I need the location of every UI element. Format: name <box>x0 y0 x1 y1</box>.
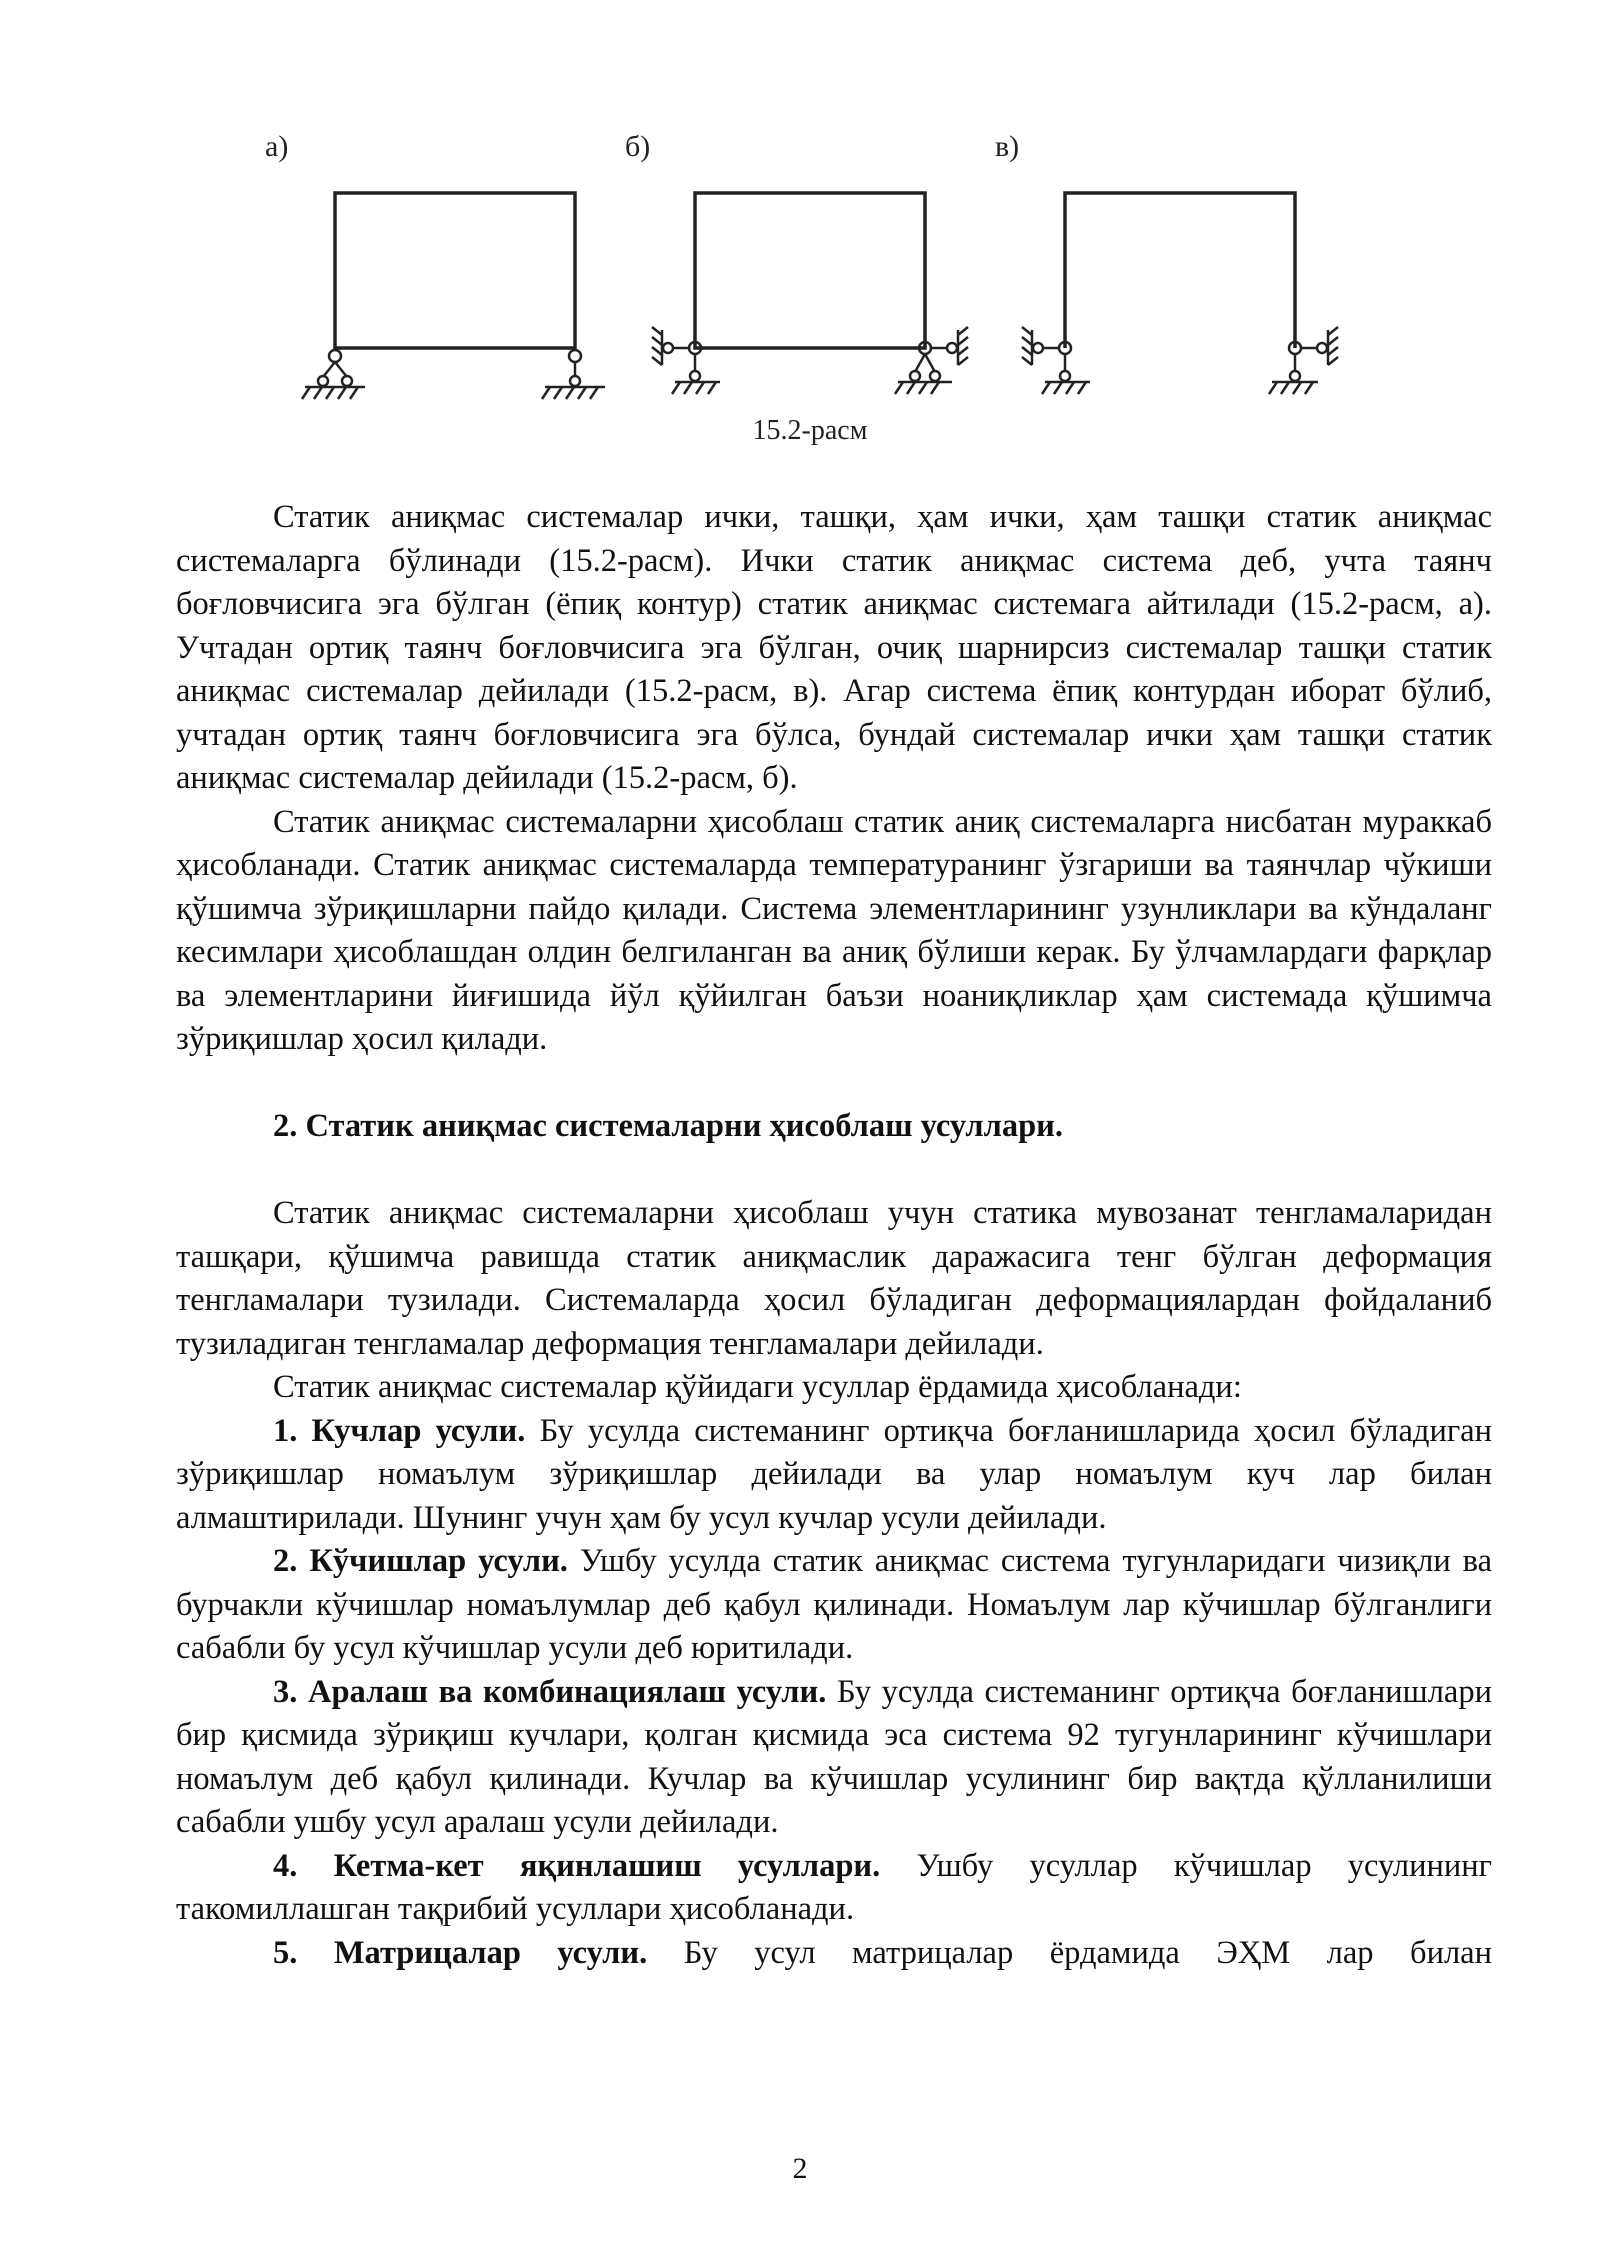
frames-diagram <box>250 115 1370 415</box>
method-3 <box>176 1671 1492 1845</box>
method-3-title: 3. Аралаш ва комбинациялаш усули. <box>273 1673 827 1710</box>
frame-a <box>302 193 605 399</box>
method-4-title: 4. Кетма-кет яқинлашиш усуллари. <box>273 1847 881 1884</box>
section-heading: 2. Статик аниқмас системаларни ҳисоблаш усуллари. <box>273 1108 1064 1144</box>
frame-v <box>1022 193 1338 394</box>
method-3-text: Бу усулда системанинг ортиқча боғланишлари бир қисмида зўриқиш кучлари, қолган қисмида эса система 92 тугунларининг кўчишлари номаълум деб қабул қилинади. Кучлар ва кўчишлар усулининг бир вақтда қўлланилиши сабабли ушбу усул аралаш усули дейилади. <box>176 1673 1492 1840</box>
method-4-text: Ушбу усуллар кўчишлар усулининг такомиллашган тақрибий усуллари ҳисобланади. <box>176 1847 1492 1927</box>
method-5-title: 5. Матрицалар усули. <box>273 1934 648 1971</box>
method-1-text: Бу усулда системанинг ортиқча боғланишларида ҳосил бўладиган зўриқишлар номаълум зўриқишлар дейилади ва улар номаълум куч лар билан алмаштирилади. Шунинг учун ҳам бу усул кучлар усули дейилади. <box>176 1412 1492 1536</box>
method-1-title: 1. Кучлар усули. <box>273 1412 526 1449</box>
paragraph-4: Статик аниқмас системалар қўйидаги усуллар ёрдамида ҳисобланади: <box>273 1369 1242 1405</box>
method-5 <box>176 1932 1492 1976</box>
figure-label-b: б) <box>625 130 651 163</box>
method-5-text: Бу усул матрицалар ёрдамида ЭҲМ лар билан <box>647 1934 1492 1971</box>
method-1 <box>176 1410 1492 1541</box>
figure-label-a: а) <box>265 130 289 163</box>
method-2-text: Ушбу усулда статик аниқмас система тугунларидаги чизиқли ва бурчакли кўчишлар номаълумлар деб қабул қилинади. Номаълум лар кўчишлар бўлганлиги сабабли бу усул кўчишлар усули деб юритилади. <box>176 1543 1493 1666</box>
figure-15-2 <box>250 115 1370 475</box>
method-2 <box>176 1540 1492 1671</box>
document-body <box>176 496 1492 1975</box>
method-2-title: 2. Кўчишлар усули. <box>273 1543 568 1579</box>
method-4 <box>176 1845 1492 1932</box>
page-number: 2 <box>792 2152 808 2185</box>
figure-caption: 15.2-расм <box>752 415 868 446</box>
figure-label-v: в) <box>995 130 1020 163</box>
paragraph-3: Статик аниқмас системаларни ҳисоблаш учун статика мувозанат тенгламаларидан ташқари, қўшимча равишда статик аниқмаслик даражасига тенг бўлган деформация тенгламалари тузилади. Системаларда ҳосил бўладиган деформациялардан фойдаланиб тузиладиган тенгламалар деформация тенгламалари дейилади. <box>176 1195 1492 1362</box>
frame-b <box>652 193 968 394</box>
paragraph-2: Статик аниқмас системаларни ҳисоблаш статик аниқ системаларга нисбатан мураккаб ҳисобланади. Статик аниқмас системаларда температуранинг ўзгариши ва таянчлар чўкиши қўшимча зўриқишларни пайдо қилади. Система элементларининг узунликлари ва кўндаланг кесимлари ҳисоблашдан олдин белгиланган ва аниқ бўлиши керак. Бу ўлчамлардаги фарқлар ва элементларини йиғишида йўл қўйилган баъзи ноаниқликлар ҳам системада қўшимча зўриқишлар ҳосил қилади. <box>176 803 1492 1057</box>
paragraph-1: Статик аниқмас системалар ички, ташқи, ҳам ички, ҳам ташқи статик аниқмас системаларга бўлинади (15.2-расм). Ички статик аниқмас система деб, учта таянч боғловчисига эга бўлган (ёпиқ контур) статик аниқмас системага айтилади (15.2-расм, а). Учтадан ортиқ таянч боғловчисига эга бўлган, очиқ шарнирсиз системалар ташқи статик аниқмас системалар дейилади (15.2-расм, в). Агар система ёпиқ контурдан иборат бўлиб, учтадан ортиқ таянч боғловчисига эга бўлса, бундай системалар ички ҳам ташқи статик аниқмас системалар дейилади (15.2-расм, б). <box>176 499 1492 796</box>
